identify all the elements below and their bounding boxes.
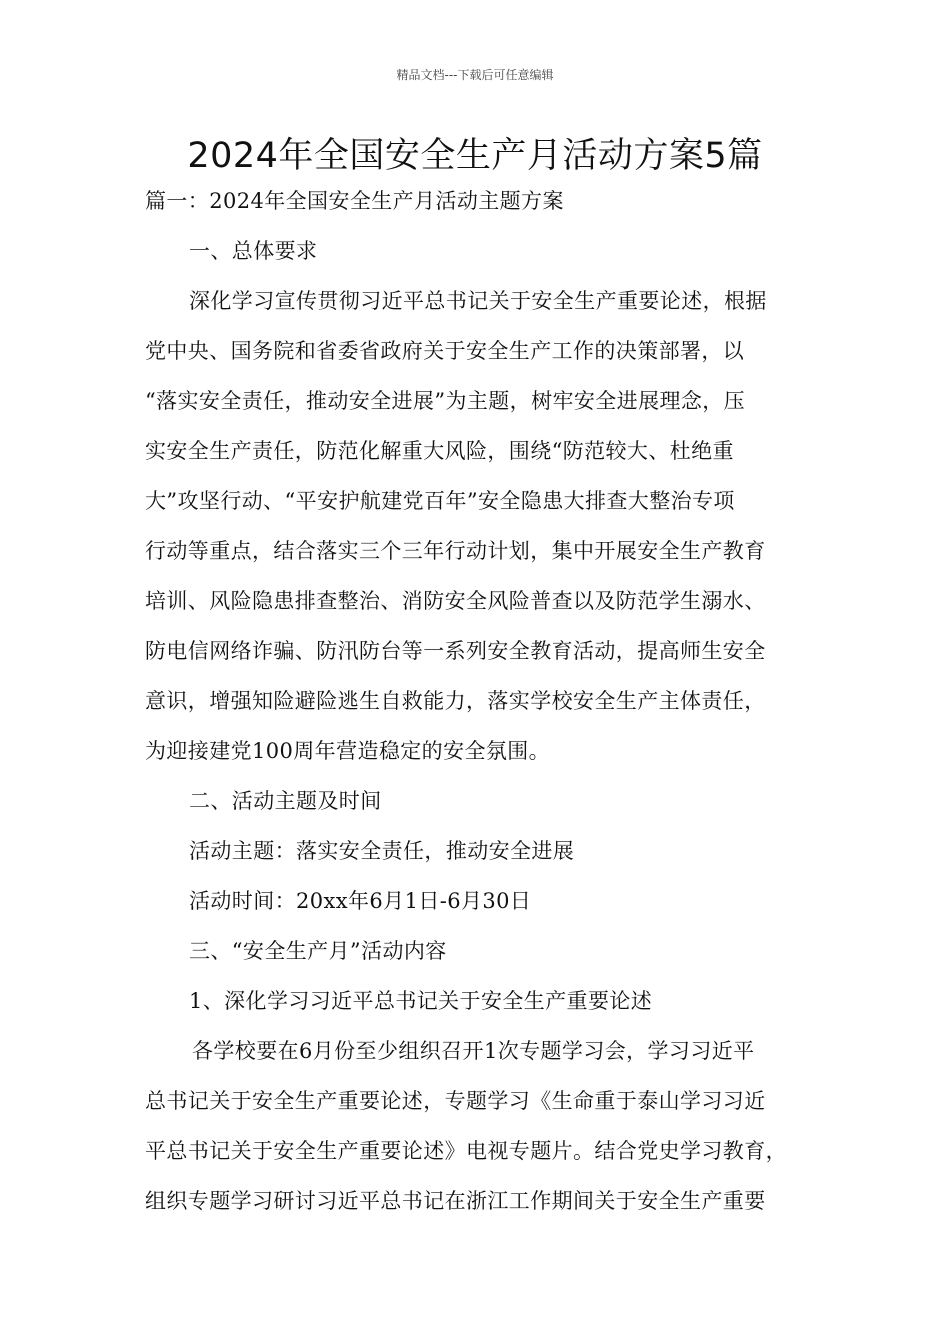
paragraph-line: 防电信网络诈骗、防汛防台等一系列安全教育活动，提高师生安全: [145, 639, 766, 663]
section-heading-part-one: 篇一：2024年全国安全生产月活动主题方案: [145, 189, 564, 213]
subheading-item-1: 1、深化学习习近平总书记关于安全生产重要论述: [189, 989, 653, 1013]
paragraph-line: 党中央、国务院和省委省政府关于安全生产工作的决策部署，以: [145, 339, 745, 363]
page-header-note: 精品文档---下载后可任意编辑: [396, 68, 554, 82]
heading-activity-content: 三、“安全生产月”活动内容: [189, 939, 447, 963]
paragraph-line: “落实安全责任，推动安全进展”为主题，树牢安全进展理念，压: [145, 389, 746, 413]
activity-theme-line: 活动主题：落实安全责任，推动安全进展: [189, 839, 575, 863]
paragraph-line: 实安全生产责任，防范化解重大风险，围绕“防范较大、杜绝重: [145, 439, 734, 463]
paragraph-line: 意识，增强知险避险逃生自救能力，落实学校安全生产主体责任，: [145, 689, 766, 713]
paragraph-line: 各学校要在6月份至少组织召开1次专题学习会，学习习近平: [192, 1039, 755, 1063]
activity-time-line: 活动时间：20xx年6月1日-6月30日: [189, 889, 532, 913]
paragraph-line: 总书记关于安全生产重要论述，专题学习《生命重于泰山学习习近: [145, 1089, 766, 1113]
heading-theme-and-time: 二、活动主题及时间: [189, 789, 382, 813]
paragraph-line: 培训、风险隐患排查整治、消防安全风险普查以及防范学生溺水、: [145, 589, 766, 613]
paragraph-line: 大”攻坚行动、“平安护航建党百年”安全隐患大排查大整治专项: [145, 489, 735, 513]
paragraph-line: 为迎接建党100周年营造稳定的安全氛围。: [145, 739, 551, 763]
heading-general-requirements: 一、总体要求: [189, 239, 318, 263]
paragraph-line: 行动等重点，结合落实三个三年行动计划，集中开展安全生产教育: [145, 539, 766, 563]
paragraph-line: 深化学习宣传贯彻习近平总书记关于安全生产重要论述，根据: [189, 289, 767, 313]
paragraph-line: 组织专题学习研讨习近平总书记在浙江工作期间关于安全生产重要: [145, 1189, 766, 1213]
document-title: 2024年全国安全生产月活动方案5篇: [187, 136, 763, 176]
paragraph-line: 平总书记关于安全生产重要论述》电视专题片。结合党史学习教育，: [145, 1139, 787, 1163]
